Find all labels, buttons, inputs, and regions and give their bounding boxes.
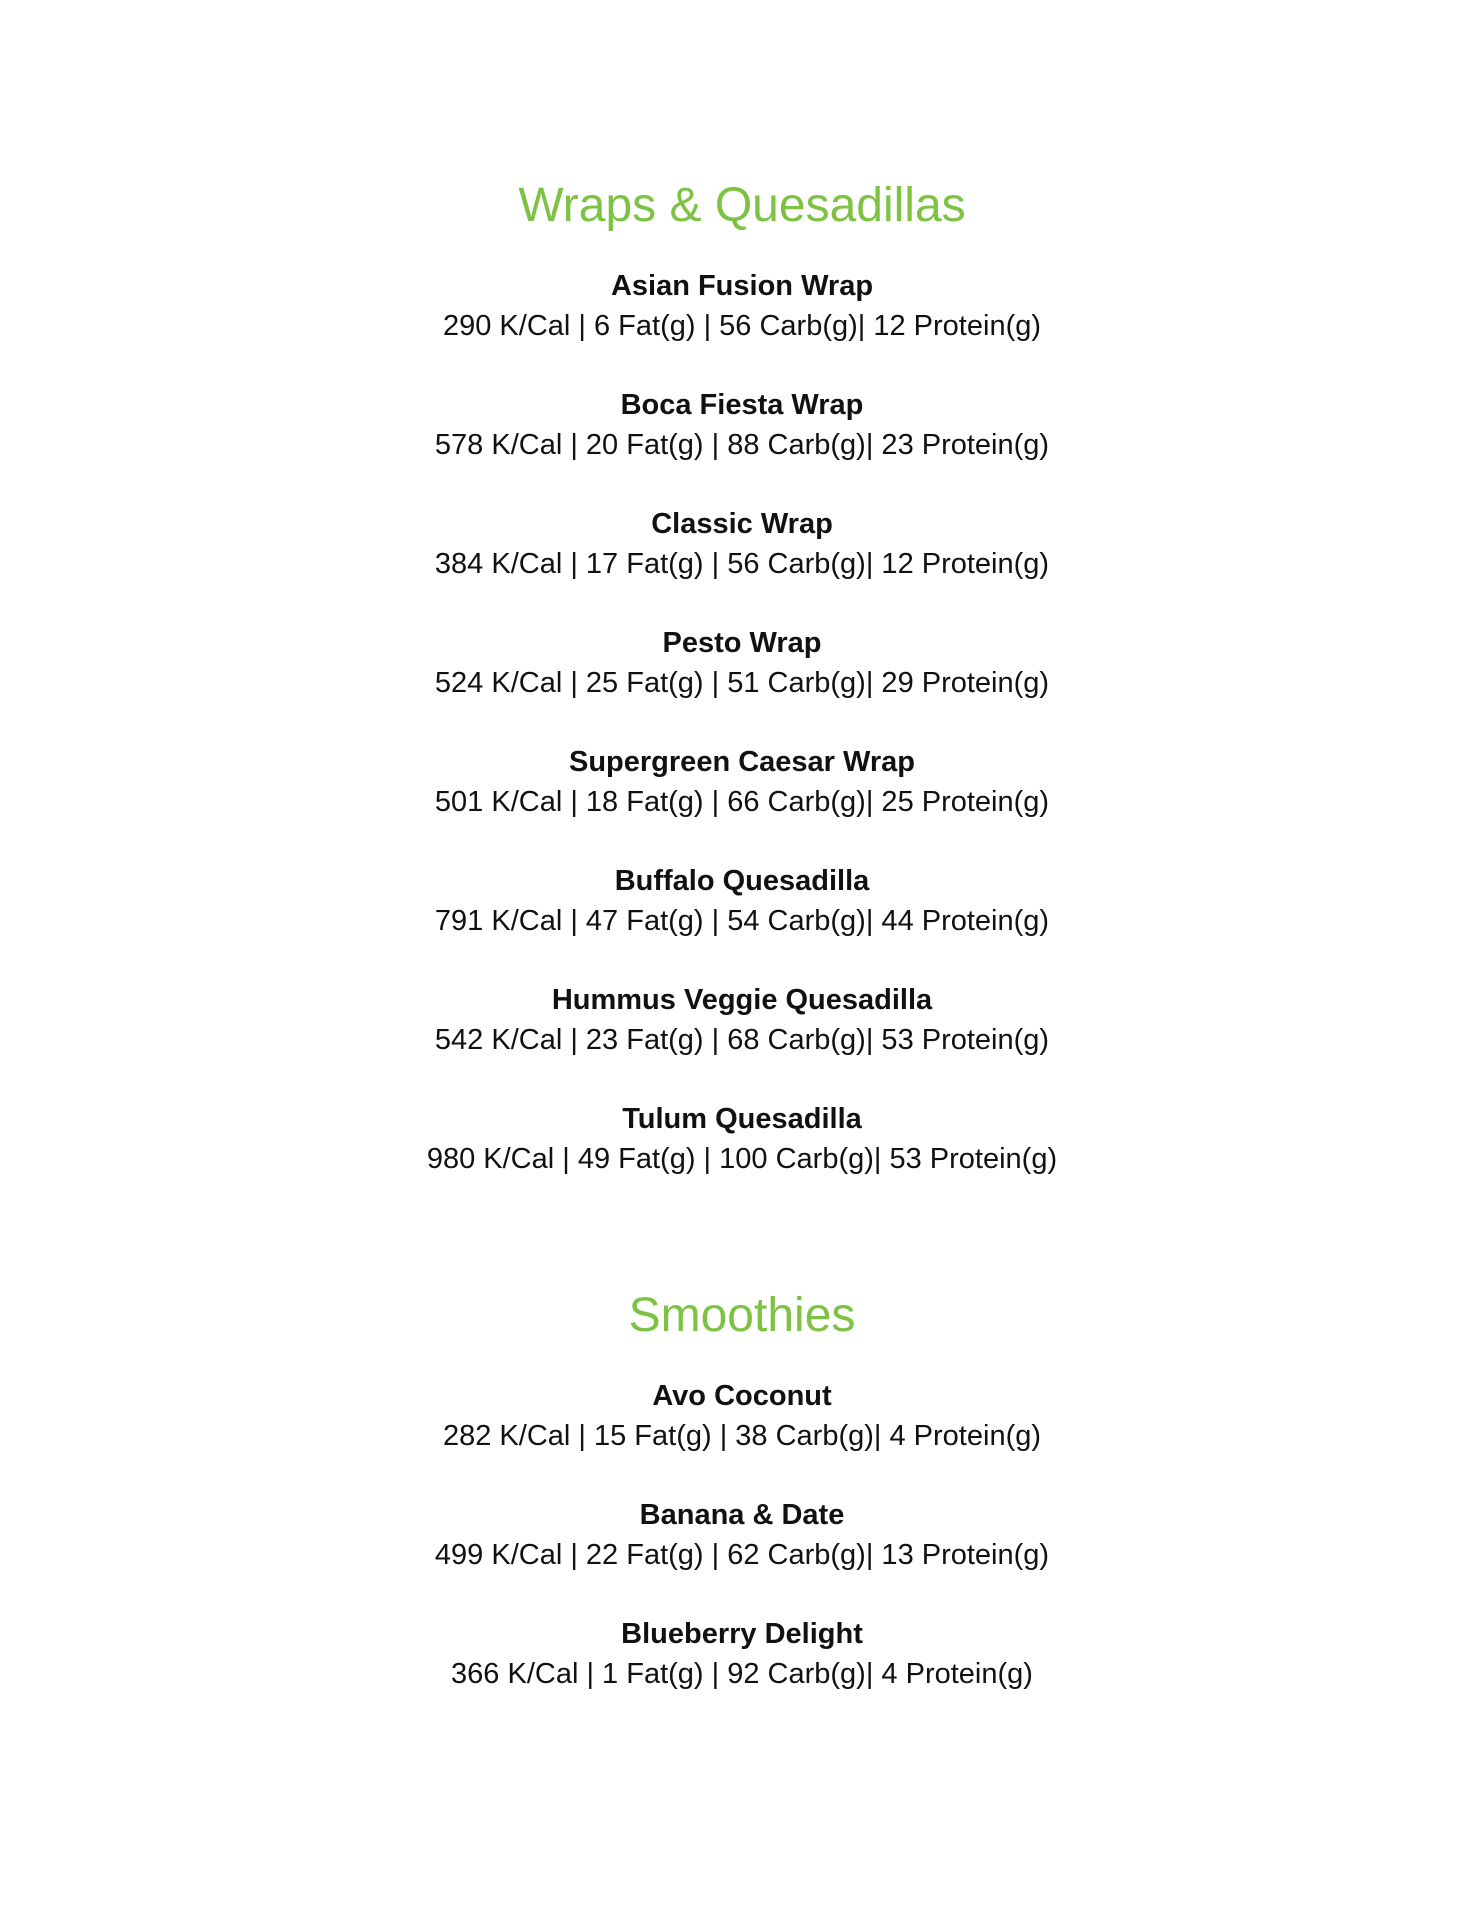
- menu-item: [0, 266, 1484, 385]
- item-nutrition: 282 K/Cal | 15 Fat(g) | 38 Carb(g)| 4 Protein(g): [442, 1420, 1042, 1452]
- item-name: Buffalo Quesadilla: [614, 865, 870, 897]
- item-name: Pesto Wrap: [662, 627, 822, 659]
- item-nutrition: 366 K/Cal | 1 Fat(g) | 92 Carb(g)| 4 Protein(g): [451, 1658, 1033, 1690]
- item-name: Blueberry Delight: [621, 1618, 863, 1650]
- item-nutrition: 501 K/Cal | 18 Fat(g) | 66 Carb(g)| 25 Protein(g): [434, 786, 1050, 818]
- item-name: Banana & Date: [639, 1499, 845, 1531]
- menu-item: [0, 385, 1484, 504]
- item-nutrition: 980 K/Cal | 49 Fat(g) | 100 Carb(g)| 53 Protein(g): [426, 1143, 1058, 1175]
- item-name: Avo Coconut: [652, 1380, 832, 1412]
- item-name: Supergreen Caesar Wrap: [569, 746, 915, 778]
- item-name: Boca Fiesta Wrap: [620, 389, 864, 421]
- menu-item: [0, 1376, 1484, 1495]
- menu-item: [0, 1099, 1484, 1218]
- menu-item: [0, 742, 1484, 861]
- section-title: Wraps & Quesadillas: [518, 179, 966, 232]
- menu-item: [0, 980, 1484, 1099]
- item-nutrition: 290 K/Cal | 6 Fat(g) | 56 Carb(g)| 12 Protein(g): [442, 310, 1042, 342]
- menu-item: [0, 1495, 1484, 1614]
- item-nutrition: 791 K/Cal | 47 Fat(g) | 54 Carb(g)| 44 Protein(g): [434, 905, 1050, 937]
- section-smoothies: [0, 1286, 1484, 1733]
- menu-item: [0, 1614, 1484, 1733]
- menu-item: [0, 623, 1484, 742]
- item-name: Asian Fusion Wrap: [610, 270, 874, 302]
- menu-item: [0, 861, 1484, 980]
- item-nutrition: 542 K/Cal | 23 Fat(g) | 68 Carb(g)| 53 Protein(g): [434, 1024, 1050, 1056]
- item-nutrition: 524 K/Cal | 25 Fat(g) | 51 Carb(g)| 29 Protein(g): [434, 667, 1050, 699]
- item-nutrition: 499 K/Cal | 22 Fat(g) | 62 Carb(g)| 13 Protein(g): [434, 1539, 1050, 1571]
- item-list: [0, 1376, 1484, 1733]
- item-name: Hummus Veggie Quesadilla: [551, 984, 933, 1016]
- section-wraps-quesadillas: [0, 176, 1484, 1218]
- item-name: Tulum Quesadilla: [622, 1103, 862, 1135]
- menu-item: [0, 504, 1484, 623]
- item-list: [0, 266, 1484, 1218]
- item-nutrition: 384 K/Cal | 17 Fat(g) | 56 Carb(g)| 12 Protein(g): [434, 548, 1050, 580]
- item-name: Classic Wrap: [651, 508, 833, 540]
- item-nutrition: 578 K/Cal | 20 Fat(g) | 88 Carb(g)| 23 Protein(g): [434, 429, 1050, 461]
- section-title: Smoothies: [628, 1289, 856, 1342]
